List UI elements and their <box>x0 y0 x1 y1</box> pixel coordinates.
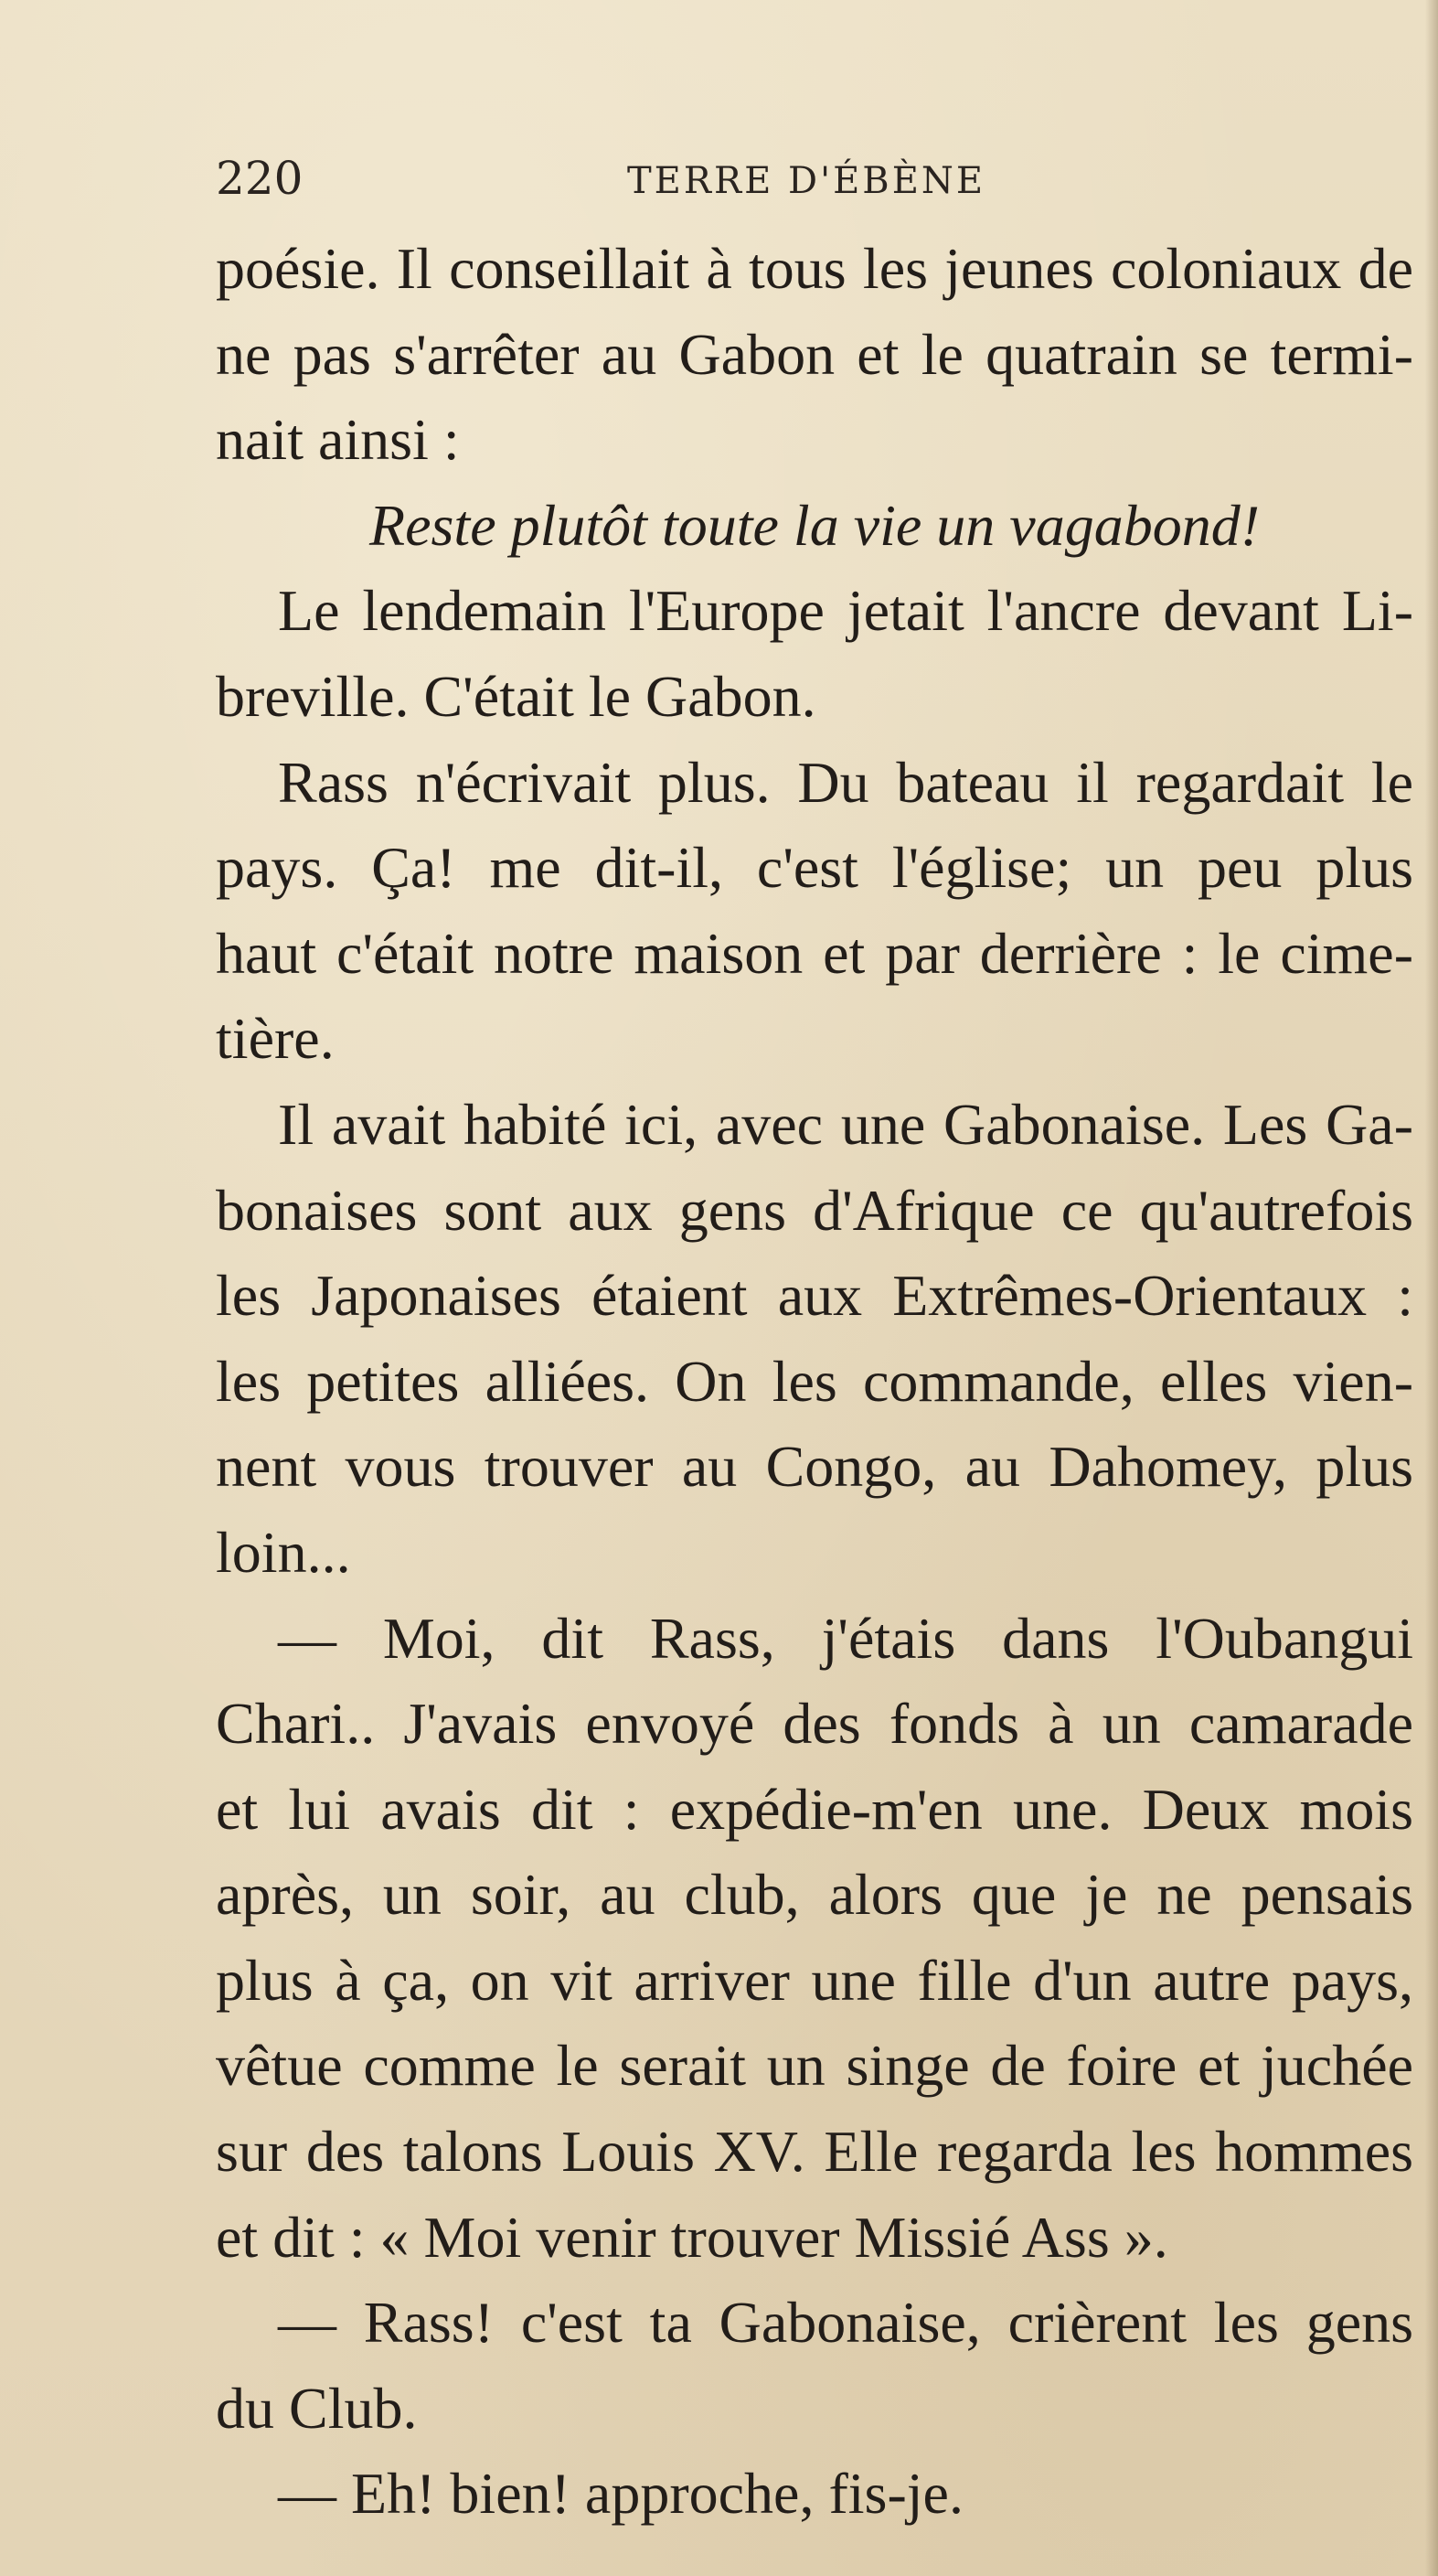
text-line: loin... <box>216 1519 351 1585</box>
text-line: vêtue comme le serait un singe de foire et juchée <box>216 2033 1413 2099</box>
text-line: — Moi, dit Rass, j'étais dans l'Oubangui <box>278 1605 1413 1671</box>
text-line: et lui avais dit : expédie-m'en une. Deux mois <box>216 1776 1413 1842</box>
book-title: TERRE D'ÉBÈNE <box>627 160 986 202</box>
text-line: ne pas s'arrêter au Gabon et le quatrain se termi- <box>216 321 1413 387</box>
text-line: Le lendemain l'Europe jetait l'ancre devant Li- <box>278 578 1413 644</box>
text-line: plus à ça, on vit arriver une fille d'un autre pays, <box>216 1947 1413 2013</box>
text-line: — Eh! bien! approche, fis-je. <box>278 2461 964 2527</box>
quoted-verse: Reste plutôt toute la vie un vagabond! <box>369 492 1260 558</box>
text-line: sur des talons Louis XV. Elle regarda les hommes <box>216 2119 1413 2185</box>
text-line: après, un soir, au club, alors que je ne pensais <box>216 1862 1413 1928</box>
text-line: Chari.. J'avais envoyé des fonds à un camarade <box>216 1691 1413 1757</box>
text-line: bonaises sont aux gens d'Afrique ce qu'autrefois <box>216 1177 1413 1243</box>
text-line: — Rass! c'est ta Gabonaise, crièrent les gens <box>278 2290 1413 2356</box>
text-line: et dit : « Moi venir trouver Missié Ass ». <box>216 2204 1168 2270</box>
text-line: Rass n'écrivait plus. Du bateau il regardait le <box>278 749 1413 815</box>
text-line: haut c'était notre maison et par derrière : le cime- <box>216 920 1413 986</box>
page-edge-shadow <box>1425 0 1438 2576</box>
text-line: poésie. Il conseillait à tous les jeunes coloniaux de <box>216 236 1413 301</box>
text-line: du Club. <box>216 2375 418 2441</box>
text-line: breville. C'était le Gabon. <box>216 663 816 729</box>
text-line: les Japonaises étaient aux Extrêmes-Orientaux : <box>216 1263 1413 1329</box>
page-number: 220 <box>216 152 304 205</box>
text-line: Il avait habité ici, avec une Gabonaise. Les Ga- <box>278 1091 1413 1157</box>
text-line: tière. <box>216 1006 335 1072</box>
text-line: nent vous trouver au Congo, au Dahomey, plus <box>216 1434 1413 1500</box>
text-line: les petites alliées. On les commande, elles vien- <box>216 1348 1413 1414</box>
text-line: nait ainsi : <box>216 407 460 473</box>
body-text <box>216 226 1413 2537</box>
running-head <box>216 146 1413 219</box>
text-line: pays. Ça! me dit-il, c'est l'église; un peu plus <box>216 835 1413 901</box>
